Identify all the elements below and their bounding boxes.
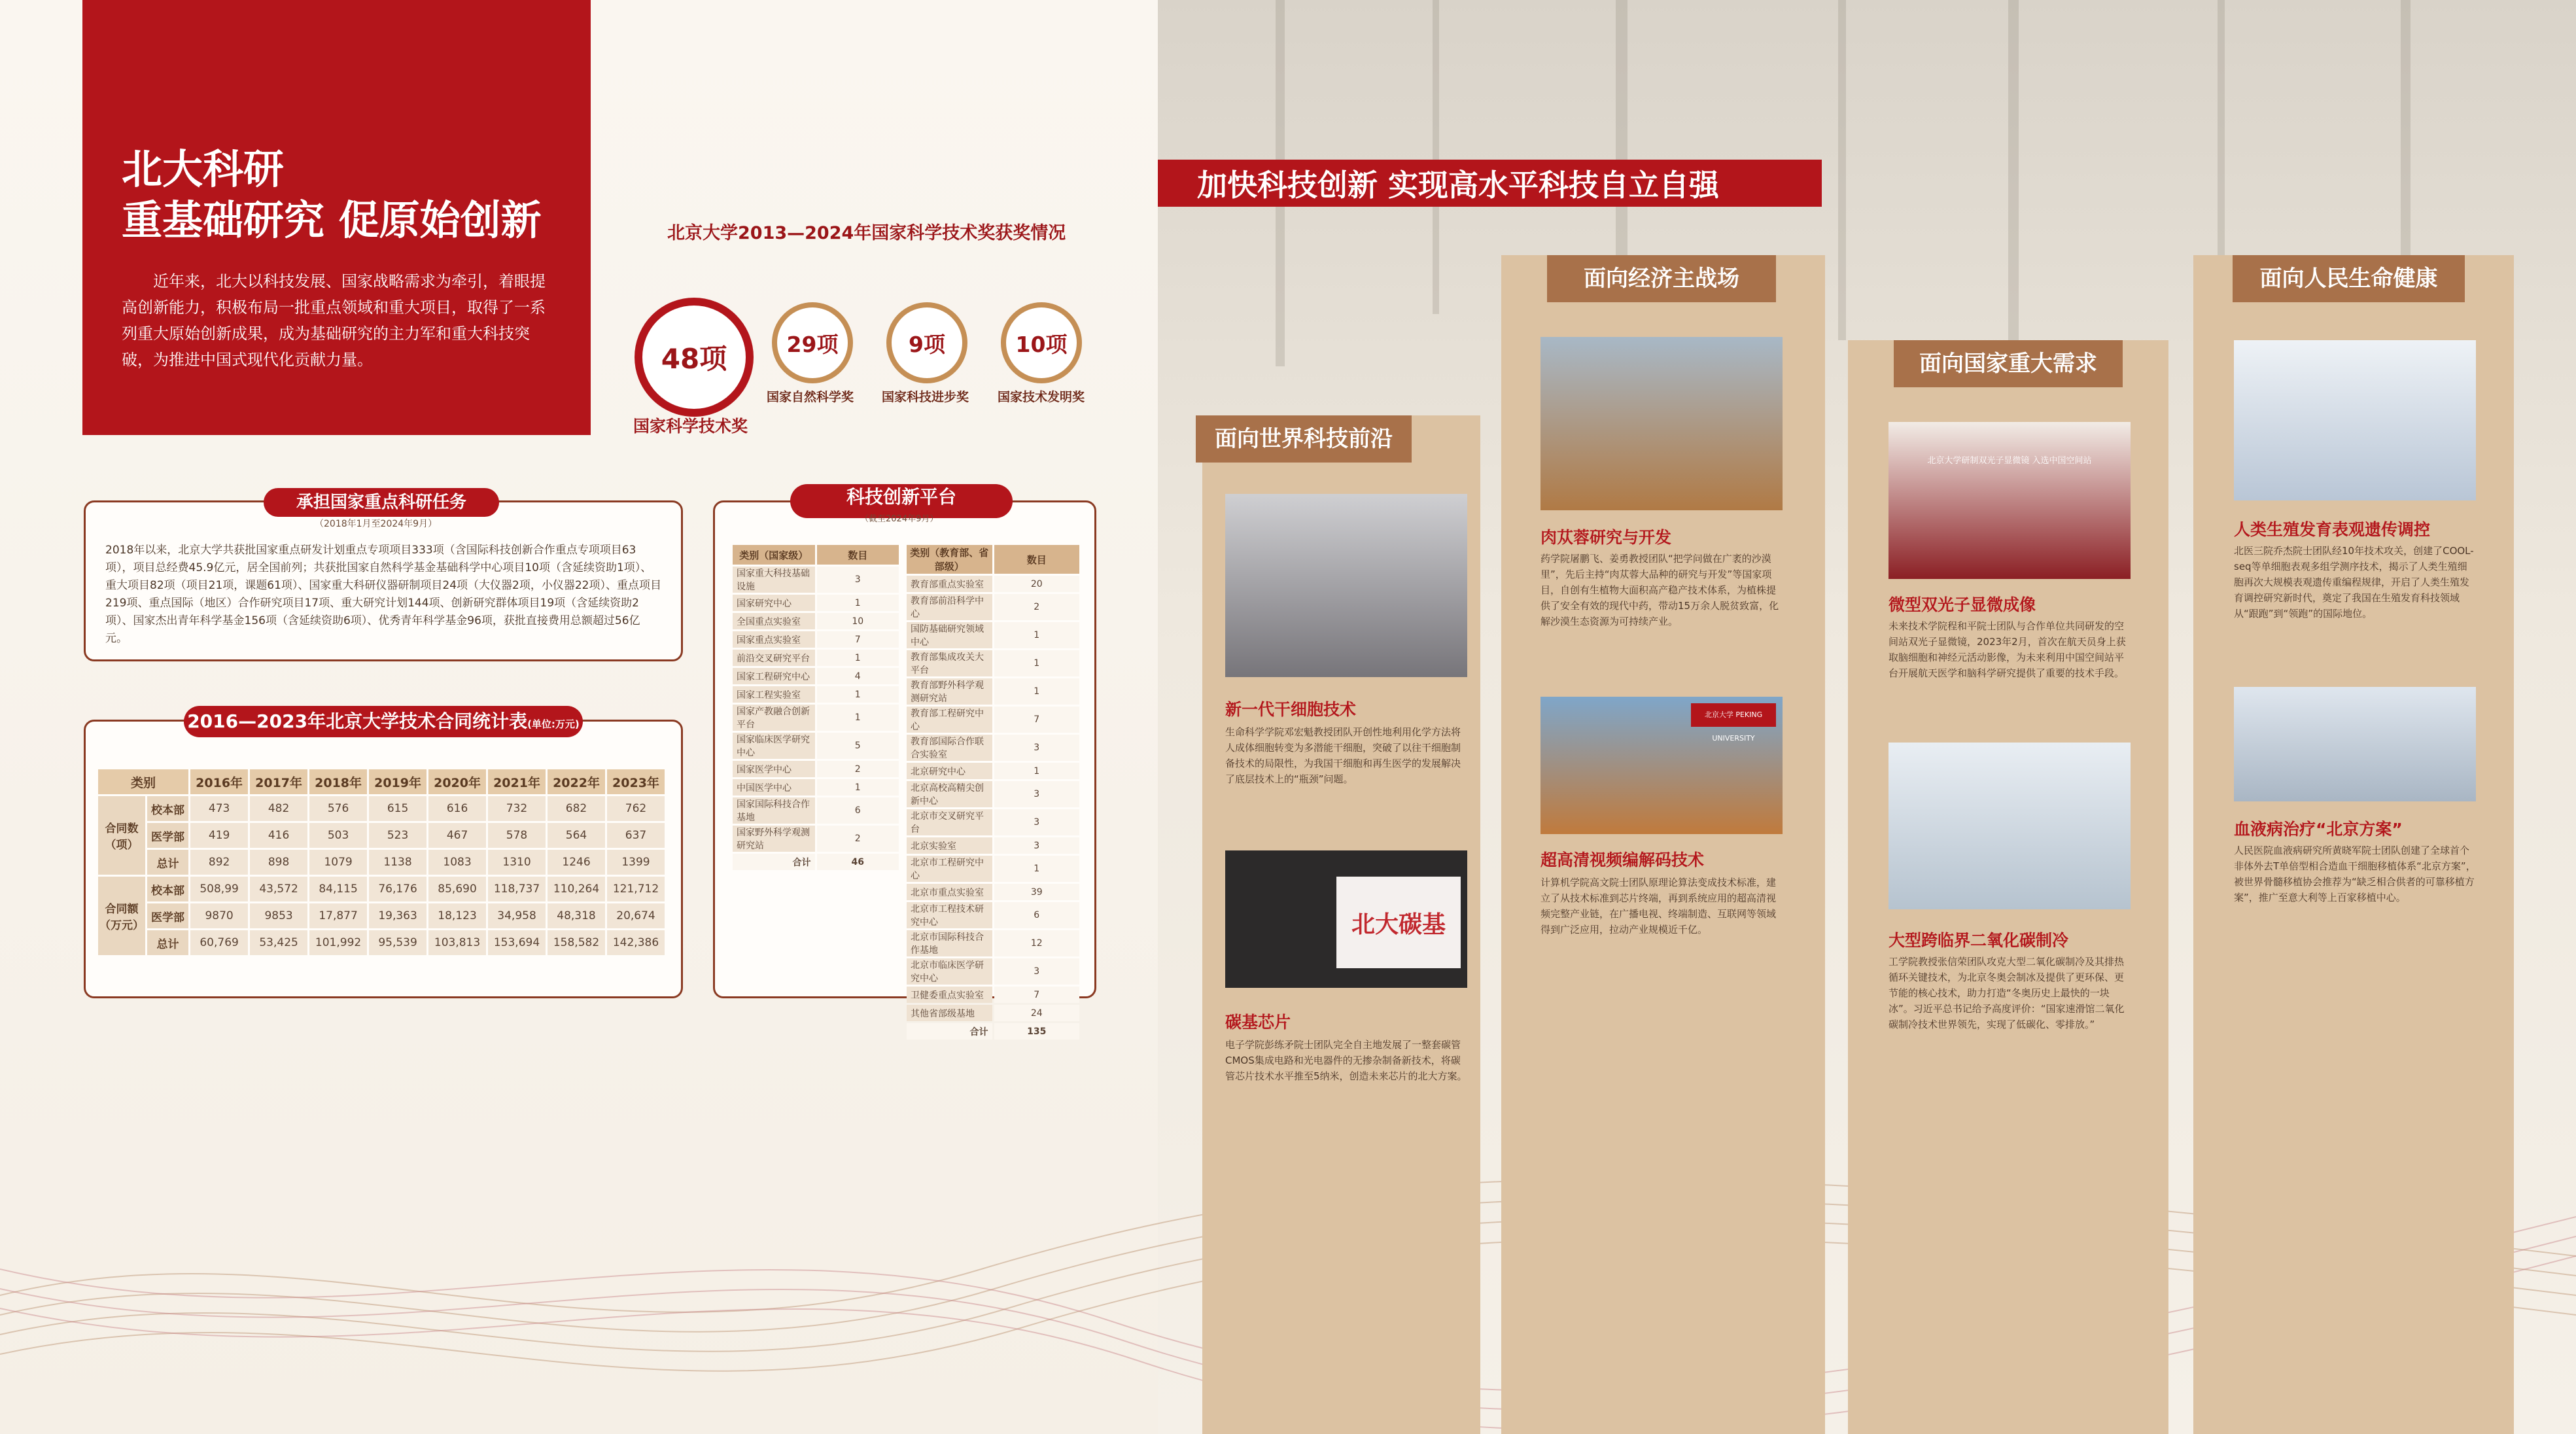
contracts-cell: 564 [548,823,605,848]
column-frontier-header: 面向世界科技前沿 [1196,415,1412,463]
contracts-cell: 53,425 [250,930,307,955]
contracts-cell: 473 [190,796,248,821]
platform-count: 2 [994,594,1080,620]
platform-row [907,763,1079,779]
platform-count: 3 [994,958,1080,985]
award-circle-total: 48项 [635,298,754,417]
tasks-title: 承担国家重点科研任务 [264,488,499,517]
item-cistanche-text: 药学院屠鹏飞、姜勇教授团队“把学问做在广袤的沙漠里”，先后主持“肉苁蓉大品种的研究与开发”等国家项目，自创有生植物大面积高产稳产技术体系，为植株提供了安全有效的现代中药，带动15万余人脱贫致富，化解沙漠生态资源为可持续产业。 [1540,553,1779,627]
column-health-header: 面向人民生命健康 [2233,255,2465,302]
contracts-cell: 9853 [250,903,307,928]
platform-row [733,761,899,777]
item-carbon-chip-title: 碳基芯片 [1225,1013,1291,1032]
item-co2-title: 大型跨临界二氧化碳制冷 [1888,931,2069,950]
platforms-subtitle: （截至2024年9月） [860,514,939,524]
platform-count: 1 [994,763,1080,779]
contracts-cell: 60,769 [190,930,248,955]
item-video-codec-title: 超高清视频编解码技术 [1540,850,1705,869]
contracts-header-cell: 类别 [98,769,188,794]
item-video-codec-text: 计算机学院高文院士团队原理论算法变成技术标准，建立了从技术标准到芯片终端，再到系统应用的超高清视频完整产业链，在广播电视、终端制造、互联网等领域得到广泛应用，拉动产业规模近千亿。 [1540,877,1777,936]
platforms-title: 科技创新平台 [790,484,1013,518]
platform-count: 1 [817,595,899,611]
platform-count: 1 [994,678,1080,705]
platform-row [733,613,899,629]
contracts-cell: 9870 [190,903,248,928]
platforms-provincial-table: 类别（教育部、省部级） 数目 教育部重点实验室 20 教育部前沿科学中心 2 国防基础研究领域中心 1 教育部集成攻关大平台 1 教育部野外科学观测研究站 1 教育部工程研究中心 7 教育部国际合作联合实验室 3 北京研究中心 1 北京高校高精尖创新中心 3 北京市交叉研究平台 3 北京实验室 3 北京市工程研究中心 1 北京市重点实验室 39 北京市工程技术研究中心 6 北京市国际科技合作基地 12 北京市临床医学研究中心 3 卫健委重点实验室 7 其他省部级基地 24 合计 135 [905,543,1081,1041]
contracts-cell: 103,813 [428,930,486,955]
photo-reproduction-team [2234,340,2476,500]
platform-count: 3 [994,735,1080,761]
contracts-cell: 158,582 [548,930,605,955]
contracts-header-cell: 2020年 [428,769,486,794]
item-hematology-text: 人民医院血液病研究所黄晓军院士团队创建了全球首个非体外去T单倍型相合造血干细胞移植体系“北京方案”，被世界骨髓移植协会推荐为“缺乏相合供者的可靠移植方案”，推广至意大利等上百家移植中心。 [2234,845,2476,903]
platform-count: 1 [994,856,1080,882]
platform-row [907,930,1079,956]
photo-cistanche [1540,337,1783,510]
contracts-cell: 1246 [548,850,605,875]
platform-category: 国家工程研究中心 [733,668,815,684]
platform-count: 3 [994,809,1080,835]
contracts-cell: 85,690 [428,877,486,901]
column-national-needs-header: 面向国家重大需求 [1894,340,2123,387]
contracts-row [98,877,665,901]
platform-count: 1 [994,622,1080,648]
platform-count: 1 [817,705,899,731]
platform-count: 5 [817,733,899,759]
award-circle-natural: 29项 [772,302,853,383]
platform-total-count: 135 [994,1023,1080,1040]
platform-category: 国家重大科技基础设施 [733,567,815,593]
platform-row [733,797,899,824]
item-stem-cell-title: 新一代干细胞技术 [1225,700,1357,719]
contracts-header-cell: 2023年 [607,769,665,794]
platform-category: 其他省部级基地 [907,1005,992,1021]
item-reproduction-text: 北医三院乔杰院士团队经10年技术攻关，创建了COOL-seq等单细胞表观多组学测序技术，揭示了人类生殖细胞再次大规模表观遗传重编程规律，开启了人类生殖发育调控研究新时代，奠定了我国在生殖发育科技领域从“跟跑”到“领跑”的国际地位。 [2234,545,2474,620]
platform-category: 中国医学中心 [733,779,815,796]
contracts-cell: 1310 [488,850,546,875]
platform-category: 国家产教融合创新平台 [733,705,815,731]
platform-row [733,779,899,796]
platform-row [907,735,1079,761]
platform-count: 1 [817,650,899,666]
contracts-cell: 153,694 [488,930,546,955]
contracts-row-label: 医学部 [147,903,188,928]
platform-count: 3 [817,567,899,593]
platform-row [733,733,899,759]
photo-carbon-chip [1225,850,1467,988]
platform-count: 24 [994,1005,1080,1021]
platform-category: 北京市国际科技合作基地 [907,930,992,956]
award-circle-progress: 9项 [886,302,967,383]
column-frontier [1202,415,1480,1434]
photo-microscope-team [1888,422,2131,579]
platform-row [907,707,1079,733]
contracts-cell: 84,115 [309,877,367,901]
contracts-cell: 34,958 [488,903,546,928]
platform-category: 国家工程实验室 [733,686,815,703]
platform-row [733,668,899,684]
item-microscope-text: 未来技术学院程和平院士团队与合作单位共同研发的空间站双光子显微镜，2023年2月，首次在航天员身上获取脑细胞和神经元活动影像，为未来利用中国空间站平台开展航天医学和脑科学研究提供了重要的技术手段。 [1888,620,2126,679]
platform-category: 北京实验室 [907,837,992,854]
platform-total-row [907,1023,1079,1040]
platform-row [907,622,1079,648]
contracts-group-label: 合同数（项） [98,796,145,875]
contracts-cell: 48,318 [548,903,605,928]
contracts-cell: 19,363 [369,903,426,928]
intro-title [122,144,542,246]
contracts-cell: 682 [548,796,605,821]
tasks-box [84,493,683,661]
platform-category: 国家野外科学观测研究站 [733,826,815,852]
contracts-cell: 578 [488,823,546,848]
platform-category: 前沿交叉研究平台 [733,650,815,666]
item-hematology-title: 血液病治疗“北京方案” [2234,820,2403,839]
contracts-row [98,823,665,848]
item-stem-cell-text: 生命科学学院邓宏魁教授团队开创性地利用化学方法将人成体细胞转变为多潜能干细胞，突破了以往干细胞制备技术的局限性，为我国干细胞和再生医学的发展解决了底层技术上的“瓶颈”问题。 [1225,726,1461,785]
contracts-cell: 637 [607,823,665,848]
platform-count: 39 [994,884,1080,900]
platform-category: 国家医学中心 [733,761,815,777]
contracts-header-cell: 2016年 [190,769,248,794]
contracts-row-label: 医学部 [147,823,188,848]
awards-title: 北京大学2013—2024年国家科学技术奖获奖情况 [667,223,1066,243]
contracts-table [96,767,667,957]
contracts-cell: 101,992 [309,930,367,955]
platform-count: 2 [817,826,899,852]
column-national-needs [1848,340,2168,1434]
platform-category: 北京市交叉研究平台 [907,809,992,835]
contracts-header-cell: 2017年 [250,769,307,794]
contracts-cell: 576 [309,796,367,821]
platform-category: 教育部野外科学观测研究站 [907,678,992,705]
platform-row [733,705,899,731]
contracts-cell: 732 [488,796,546,821]
platform-category: 教育部前沿科学中心 [907,594,992,620]
platform-row [907,837,1079,854]
platform-count: 10 [817,613,899,629]
contracts-row [98,796,665,821]
contracts-cell: 615 [369,796,426,821]
platform-row [907,902,1079,928]
contracts-cell: 523 [369,823,426,848]
contracts-cell: 503 [309,823,367,848]
intro-title-line2: 重基础研究 促原始创新 [122,196,542,244]
carbon-chip-label: 北大碳基 [1336,877,1461,968]
contracts-cell: 76,176 [369,877,426,901]
platforms-national-table: 类别（国家级） 数目 国家重大科技基础设施 3 国家研究中心 1 全国重点实验室 10 国家重点实验室 7 前沿交叉研究平台 1 国家工程研究中心 4 国家工程实验室 1 国家产教融合创新平台 1 国家临床医学研究中心 5 国家医学中心 2 中国医学中心 1 国家国际科技合作基地 6 国家野外科学观测研究站 2 合计 46 [731,543,901,872]
contracts-header-cell: 2018年 [309,769,367,794]
platform-row [907,650,1079,676]
platform-category: 卫健委重点实验室 [907,987,992,1003]
tasks-subtitle: （2018年1月至2024年9月） [315,519,438,529]
platform-category: 教育部国际合作联合实验室 [907,735,992,761]
contracts-row [98,903,665,928]
contracts-cell: 17,877 [309,903,367,928]
platform-count: 6 [994,902,1080,928]
platform-row [907,958,1079,985]
item-cistanche-title: 肉苁蓉研究与开发 [1540,528,1672,547]
platform-category: 教育部工程研究中心 [907,707,992,733]
contracts-header-cell: 2019年 [369,769,426,794]
contracts-header-cell: 2022年 [548,769,605,794]
contracts-cell: 18,123 [428,903,486,928]
platform-count: 4 [817,668,899,684]
platform-category: 北京市临床医学研究中心 [907,958,992,985]
platform-count: 2 [817,761,899,777]
platform-count: 1 [994,650,1080,676]
platform-category: 北京市重点实验室 [907,884,992,900]
photo-video-codec [1540,697,1783,834]
contracts-cell: 121,712 [607,877,665,901]
award-label-invention: 国家技术发明奖 [998,390,1085,404]
column-health [2193,255,2514,1434]
platform-row [907,576,1079,592]
platform-row [733,826,899,852]
platform-total-count: 46 [817,854,899,870]
contracts-cell: 142,386 [607,930,665,955]
contracts-cell: 43,572 [250,877,307,901]
contracts-cell: 616 [428,796,486,821]
platform-row [907,884,1079,900]
platform-row [907,1005,1079,1021]
contracts-cell: 20,674 [607,903,665,928]
platform-total-row [733,854,899,870]
contracts-cell: 892 [190,850,248,875]
platform-row [907,594,1079,620]
contracts-header-cell: 2021年 [488,769,546,794]
platform-count: 6 [817,797,899,824]
platform-category: 国防基础研究领域中心 [907,622,992,648]
platforms-box [713,486,1096,1038]
platform-count: 12 [994,930,1080,956]
platform-total-label: 合计 [733,854,815,870]
platform-category: 北京市工程研究中心 [907,856,992,882]
platform-category: 教育部重点实验室 [907,576,992,592]
contracts-cell: 467 [428,823,486,848]
contracts-row-label: 总计 [147,930,188,955]
contracts-cell: 1079 [309,850,367,875]
photo-hematology-team [2234,687,2476,801]
award-label-progress: 国家科技进步奖 [882,390,969,404]
platform-row [733,650,899,666]
platform-row [733,686,899,703]
award-circle-invention: 10项 [1001,302,1082,383]
platform-category: 北京高校高精尖创新中心 [907,781,992,807]
platform-category: 全国重点实验室 [733,613,815,629]
item-reproduction-title: 人类生殖发育表观遗传调控 [2234,520,2431,539]
contracts-row-label: 校本部 [147,796,188,821]
contracts-group-label: 合同额（万元） [98,877,145,955]
main-banner: 加快科技创新 实现高水平科技自立自强 [1158,160,1822,207]
intro-panel [82,0,591,435]
contracts-cell: 110,264 [548,877,605,901]
platform-row [733,567,899,593]
platform-total-label: 合计 [907,1023,992,1040]
award-label-total: 国家科学技术奖 [633,417,748,436]
contracts-row [98,930,665,955]
platform-category: 国家研究中心 [733,595,815,611]
contracts-cell: 1399 [607,850,665,875]
platform-row [907,678,1079,705]
column-economy-header: 面向经济主战场 [1547,255,1776,302]
platform-category: 北京研究中心 [907,763,992,779]
item-carbon-chip-text: 电子学院彭练矛院士团队完全自主地发展了一整套碳管CMOS集成电路和光电器件的无掺杂制备新技术，将碳管芯片技术水平推至5纳米，创造未来芯片的北大方案。 [1225,1039,1467,1082]
platform-row [907,856,1079,882]
contracts-cell: 419 [190,823,248,848]
platform-row [733,631,899,648]
contracts-cell: 416 [250,823,307,848]
platform-count: 20 [994,576,1080,592]
contracts-cell: 508,99 [190,877,248,901]
platform-count: 1 [817,686,899,703]
platform-count: 3 [994,837,1080,854]
platform-category: 教育部集成攻关大平台 [907,650,992,676]
contracts-row-label: 校本部 [147,877,188,901]
pku-logo-label: 北京大学 PEKING UNIVERSITY [1691,703,1776,727]
platform-row [907,781,1079,807]
contracts-cell: 1083 [428,850,486,875]
contracts-cell: 482 [250,796,307,821]
contracts-row [98,850,665,875]
column-economy [1501,255,1825,1434]
platform-row [733,595,899,611]
tasks-text: 2018年以来，北京大学共获批国家重点研发计划重点专项项目333项（含国际科技创新合作重点专项项目63项），项目总经费45.9亿元，居全国前列；共获批国家自然科学基金基础科学中心项目10项（含延续资助1项）、重大项目82项（项目21项，课题61项）、国家重大科研仪器研制项目24项（大仪器2项，小仪器22项）、重点项目219项、重点国际（地区）合作研究项目17项、重大研究计划144项、创新研究群体项目19项（含延续资助2项）、国家杰出青年科学基金156项（含延续资助6项）、优秀青年科学基金96项，获批直接费用总额超过56亿元。 [105,544,661,645]
photo-stem-cell-team [1225,494,1467,677]
award-label-natural: 国家自然科学奖 [767,390,854,404]
contracts-cell: 1138 [369,850,426,875]
platform-count: 3 [994,781,1080,807]
platform-category: 北京市工程技术研究中心 [907,902,992,928]
platform-count: 1 [817,779,899,796]
item-microscope-title: 微型双光子显微成像 [1888,595,2036,614]
contracts-cell: 95,539 [369,930,426,955]
platform-category: 国家国际科技合作基地 [733,797,815,824]
platform-count: 7 [817,631,899,648]
platform-row [907,809,1079,835]
contracts-box [84,710,683,998]
platform-count: 7 [994,987,1080,1003]
contracts-row-label: 总计 [147,850,188,875]
photo-ice-rink [1888,743,2131,909]
platform-category: 国家重点实验室 [733,631,815,648]
platform-row [907,987,1079,1003]
contracts-cell: 898 [250,850,307,875]
contracts-title: 2016—2023年北京大学技术合同统计表(单位:万元) [184,706,583,737]
intro-text: 近年来，北大以科技发展、国家战略需求为牵引，着眼提高创新能力，积极布局一批重点领域和重大项目，取得了一系列重大原始创新成果，成为基础研究的主力军和重大科技突破，为推进中国式现代化贡献力量。 [122,272,546,369]
contracts-cell: 762 [607,796,665,821]
microscope-banner-label: 北京大学研制双光子显微镜 入选中国空间站 [1927,456,2092,466]
item-co2-text: 工学院教授张信荣团队攻克大型二氧化碳制冷及其排热循环关键技术，为北京冬奥会制冰及提供了更环保、更节能的核心技术，助力打造“冬奥历史上最快的一块冰”。习近平总书记给予高度评价：“国家速滑馆二氧化碳制冷技术世界领先，实现了低碳化、零排放。” [1888,956,2125,1030]
platform-category: 国家临床医学研究中心 [733,733,815,759]
platform-count: 7 [994,707,1080,733]
contracts-cell: 118,737 [488,877,546,901]
intro-title-line1: 北大科研 [122,145,285,193]
